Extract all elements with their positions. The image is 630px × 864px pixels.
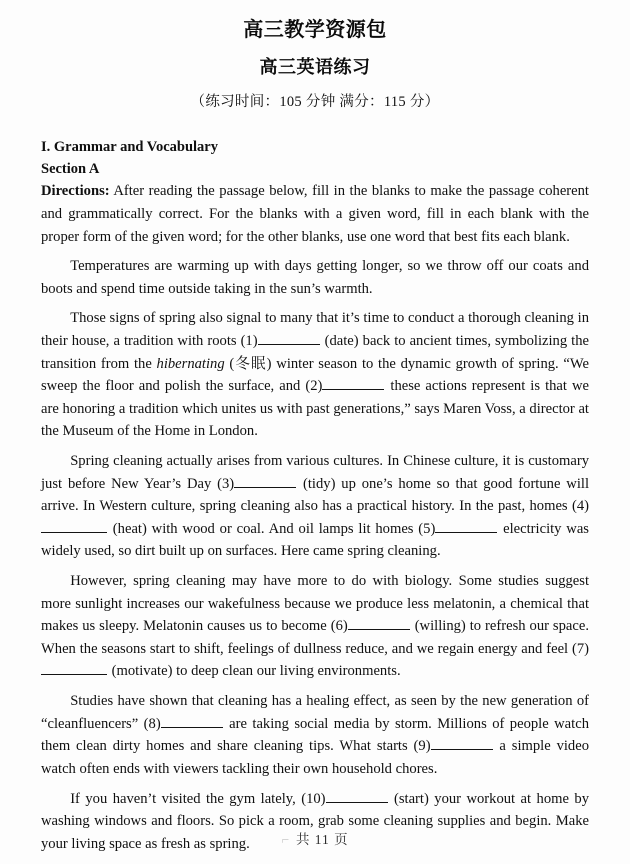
paragraph-2-text-a: Those signs of spring also signal to many that it’s time to conduct a thorough cleaning in their house, a tradition with roots (1) — [41, 310, 589, 349]
passage-paragraph-3 — [41, 450, 589, 563]
answer-blank-3[interactable] — [234, 473, 296, 488]
footer-ghost-mark: ⌐ — [281, 832, 290, 847]
paragraph-6-text-b: (start) your workout at home by washing windows and floors. So pick a room, grab some cleaning supplies and begin. Make your living space as fresh as spring. — [41, 790, 589, 852]
answer-blank-6[interactable] — [348, 615, 410, 630]
answer-blank-7[interactable] — [41, 661, 107, 676]
document-title-main: 高三教学资源包 — [243, 17, 387, 41]
directions-label: Directions: — [41, 183, 110, 200]
paragraph-2-text-c: (冬眠) winter season to the dynamic growth of spring. “We sweep the floor and polish the surface, and (2) — [41, 355, 589, 395]
document-title-sub: 高三英语练习 — [259, 57, 371, 78]
directions-text: After reading the passage below, fill in the blanks to make the passage coherent and grammatically correct. For the blanks with a given word, fill in each blank with the proper form of the given word; for the other blanks, use one word that best fits each blank. — [41, 183, 589, 245]
passage-paragraph-5 — [41, 690, 589, 780]
part-heading: I. Grammar and Vocabulary — [41, 139, 218, 156]
page-footer — [0, 828, 630, 848]
directions-paragraph — [41, 180, 589, 248]
paragraph-4-text-c: (motivate) to deep clean our living environments. — [108, 663, 401, 680]
paragraph-2-text-d: these actions represent is that we are honoring a tradition which unites us with past generations,” says Maren Voss, a director at the Museum of the Home in London. — [41, 378, 589, 440]
answer-blank-10[interactable] — [326, 788, 388, 803]
paragraph-4-text-a: However, spring cleaning may have more to do with biology. Some studies suggest more sunlight increases our wakefulness because we produce less melatonin, a chemical that makes us sleepy. Melatonin causes us to become (6) — [41, 573, 589, 635]
answer-blank-4[interactable] — [41, 518, 107, 533]
document-title-meta: （练习时间：105 分钟 满分：115 分） — [190, 94, 440, 111]
paragraph-2-text-b: (date) back to ancient times, symbolizing the transition from the — [41, 332, 589, 372]
paragraph-3-text-d: electricity was widely used, so dirt built up on surfaces. Here came spring cleaning. — [41, 520, 589, 560]
answer-blank-9[interactable] — [431, 735, 493, 750]
paragraph-3-text-c: (heat) with wood or coal. And oil lamps lit homes (5) — [108, 520, 436, 537]
paragraph-3-text-a: Spring cleaning actually arises from various cultures. In Chinese culture, it is customary just before New Year’s Day (3) — [41, 453, 589, 492]
paragraph-4-text-b: (willing) to refresh our space. When the seasons start to shift, feelings of dullness reduce, and we regain energy and feel (7) — [41, 618, 589, 657]
passage-paragraph-1 — [41, 255, 589, 300]
answer-blank-5[interactable] — [435, 518, 497, 533]
passage-paragraph-2 — [41, 307, 589, 443]
answer-blank-8[interactable] — [161, 713, 223, 728]
paragraph-5-text-b: are taking social media by storm. Millions of people watch them clean dirty homes and share cleaning tips. What starts (9) — [41, 715, 589, 755]
paragraph-1-text: Temperatures are warming up with days getting longer, so we throw off our coats and boots and spend time outside taking in the sun’s warmth. — [41, 258, 589, 297]
paragraph-5-text-a: Studies have shown that cleaning has a healing effect, as seen by the new generation of “cleanfluencers” (8) — [41, 693, 589, 732]
answer-blank-2[interactable] — [322, 375, 384, 390]
answer-blank-1[interactable] — [258, 330, 320, 345]
footer-page-total: 共 11 页 — [295, 832, 349, 847]
section-heading: Section A — [41, 161, 100, 178]
paragraph-5-text-c: a simple video watch often ends with viewers tackling their own household chores. — [41, 738, 589, 777]
passage-paragraph-4 — [41, 570, 589, 683]
paragraph-3-text-b: (tidy) up one’s home so that good fortune will arrive. In Western culture, spring cleaning also has a practical history. In the past, homes (4) — [41, 475, 589, 515]
glossed-word-hibernating: hibernating — [156, 355, 225, 372]
paragraph-6-text-a: If you haven’t visited the gym lately, (10) — [70, 790, 326, 807]
